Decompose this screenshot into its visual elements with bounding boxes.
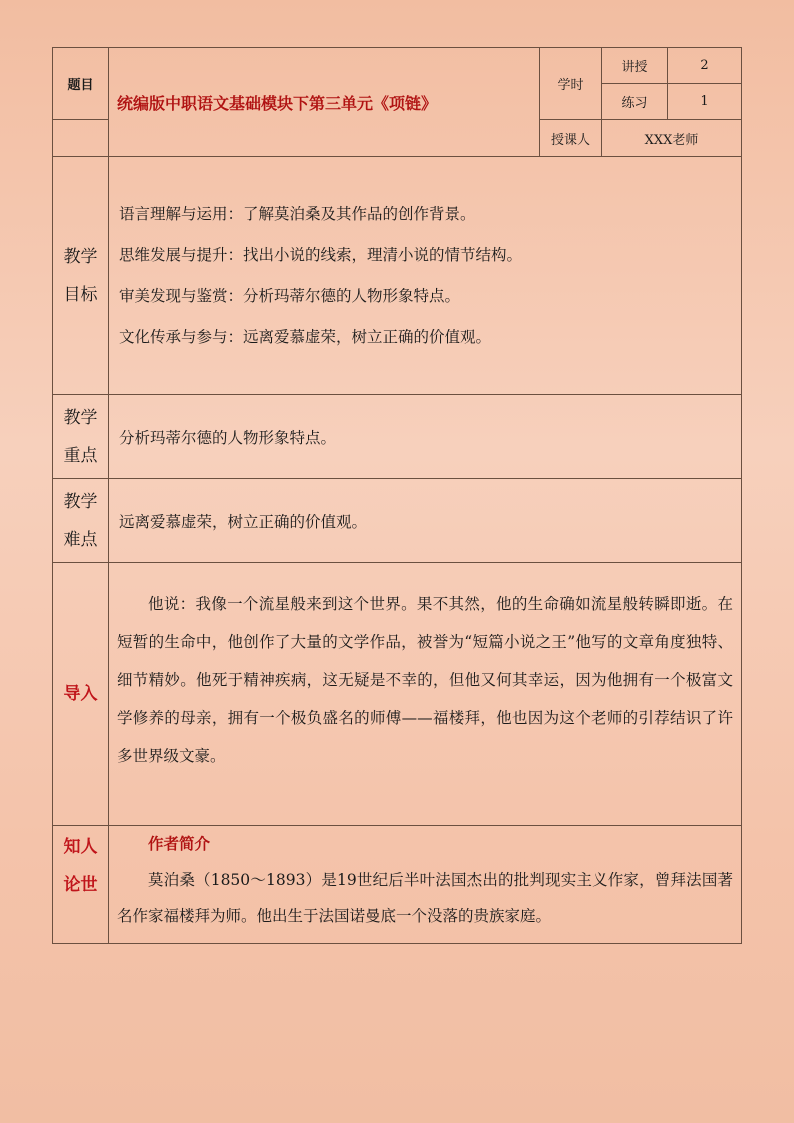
topic-label: 题目: [53, 48, 109, 120]
intro-paragraph: 他说：我像一个流星般来到这个世界。果不其然，他的生命确如流星般转瞬即逝。在短暂的生命中，他创作了大量的文学作品，被誉为“短篇小说之王”他写的文章角度独特、细节精妙。他死于精神疾病，这无疑是不幸的，但他又何其幸运，因为他拥有一个极富文学修养的母亲，拥有一个极负盛名的师傅——福楼拜，他也因为这个老师的引荐结识了许多世界级文豪。: [109, 563, 742, 826]
goal-item: 语言理解与运用：了解莫泊桑及其作品的创作背景。: [119, 204, 476, 223]
practice-label: 练习: [602, 84, 668, 120]
key-point-label: 教学重点: [53, 395, 109, 479]
goal-item: 审美发现与鉴赏：分析玛蒂尔德的人物形象特点。: [119, 286, 461, 305]
goal-item: 思维发展与提升：找出小说的线索，理清小说的情节结构。: [119, 245, 523, 264]
goals-content: [109, 157, 742, 395]
teacher-label: 授课人: [540, 120, 602, 157]
key-point-text: 分析玛蒂尔德的人物形象特点。: [109, 395, 742, 479]
author-content: [109, 826, 742, 944]
goal-item: 文化传承与参与：远离爱慕虚荣，树立正确的价值观。: [119, 327, 492, 346]
hours-label: 学时: [540, 48, 602, 120]
difficulty-label: 教学难点: [53, 479, 109, 563]
topic-label-spacer: [53, 120, 109, 157]
teacher-value: XXX老师: [602, 120, 742, 157]
lecture-value: 2: [668, 48, 742, 84]
goals-label: 教学目标: [53, 157, 109, 395]
difficulty-text: 远离爱慕虚荣，树立正确的价值观。: [109, 479, 742, 563]
lecture-label: 讲授: [602, 48, 668, 84]
intro-label: 导入: [53, 563, 109, 826]
practice-value: 1: [668, 84, 742, 120]
author-paragraph: 莫泊桑（1850～1893）是19世纪后半叶法国杰出的批判现实主义作家，曾拜法国著名作家福楼拜为师。他出生于法国诺曼底一个没落的贵族家庭。: [117, 871, 733, 925]
author-label: 知人论世: [53, 826, 109, 944]
topic-title: 统编版中职语文基础模块下第三单元《项链》: [109, 48, 540, 157]
author-heading: 作者简介: [148, 834, 211, 853]
lesson-plan-table: [52, 47, 742, 944]
